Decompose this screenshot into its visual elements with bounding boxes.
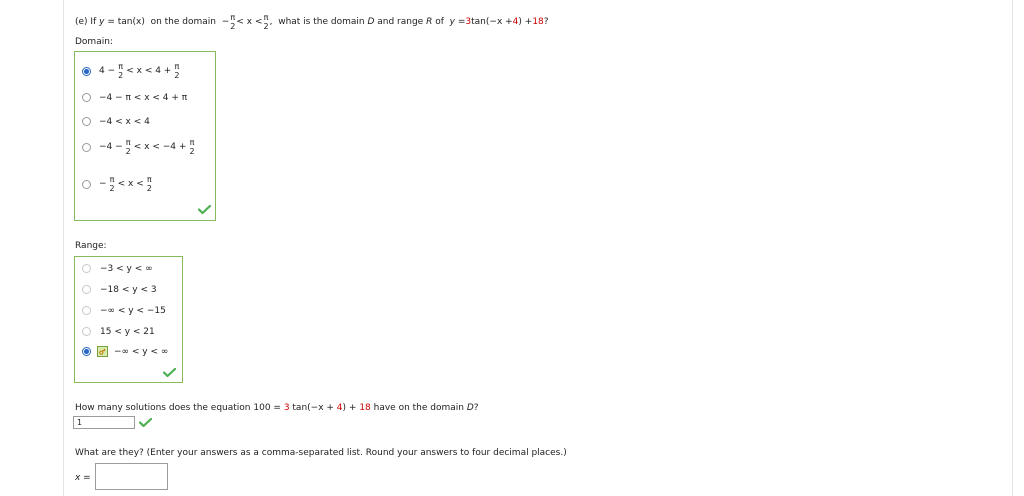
- checkmark-icon: [163, 368, 176, 377]
- option-text: −18 < y < 3: [100, 284, 157, 295]
- question-eq: =: [457, 17, 466, 27]
- solutions-text: ) +: [342, 403, 360, 413]
- solutions-coef: 3: [283, 403, 290, 413]
- question-inequality: < x <: [236, 17, 263, 27]
- question-mark: ?: [543, 17, 549, 27]
- option-text: < x <: [117, 179, 144, 189]
- option-text: −: [99, 179, 107, 189]
- solutions-text: ?: [473, 403, 479, 413]
- list-question: What are they? (Enter your answers as a comma-separated list. Round your answers to four decimal places.): [75, 448, 567, 458]
- pi-over-2: π 2: [146, 175, 152, 193]
- domain-heading: Domain:: [75, 37, 113, 47]
- key-icon[interactable]: [97, 346, 108, 357]
- option-text: −4 < x < 4: [99, 116, 150, 127]
- question-tan: tan(−x +: [471, 17, 513, 27]
- range-answer-box: [74, 256, 183, 383]
- question-var-y2: y: [449, 17, 455, 27]
- solutions-question: [75, 403, 479, 413]
- radio-button[interactable]: [82, 264, 91, 273]
- question-function: = tan(x): [107, 17, 145, 27]
- radio-button[interactable]: [82, 180, 91, 189]
- domain-option-2[interactable]: [82, 92, 187, 103]
- domain-option-4[interactable]: [82, 137, 196, 157]
- question-R: R: [426, 17, 433, 27]
- solutions-count-input[interactable]: 1: [73, 416, 135, 429]
- radio-button[interactable]: [82, 347, 91, 356]
- pi-over-2: π 2: [189, 138, 195, 156]
- pi-over-2: π 2: [118, 62, 124, 80]
- checkmark-icon: [139, 418, 152, 427]
- pi-over-2: π 2: [230, 13, 236, 31]
- solutions-const: 18: [359, 403, 371, 413]
- question-domain-word: on the domain: [150, 17, 216, 27]
- domain-option-3[interactable]: [82, 116, 150, 127]
- question-var-y: y: [99, 17, 105, 27]
- question-of: of: [435, 17, 444, 27]
- option-text: 15 < y < 21: [100, 326, 155, 337]
- x-answer-input[interactable]: [95, 463, 168, 490]
- solutions-text: have on the domain: [370, 403, 467, 413]
- domain-option-5[interactable]: [82, 174, 153, 194]
- question-minus: −: [221, 17, 230, 27]
- question-ask: what is the domain: [278, 17, 365, 27]
- solutions-text: How many solutions does the equation 100 =: [75, 403, 284, 413]
- solutions-text: tan(−x +: [289, 403, 337, 413]
- question-comma: ,: [269, 17, 273, 27]
- option-text: −∞ < y < −15: [100, 305, 166, 316]
- pi-over-2: π 2: [109, 175, 115, 193]
- question-plus: ) +: [518, 17, 533, 27]
- question-text: [75, 10, 549, 34]
- radio-button[interactable]: [82, 327, 91, 336]
- range-option-1[interactable]: [82, 263, 153, 274]
- checkmark-icon: [198, 205, 211, 214]
- radio-button[interactable]: [82, 117, 91, 126]
- option-text: < x < 4 +: [126, 66, 172, 76]
- question-and-range: and range: [377, 17, 424, 27]
- option-text: −∞ < y < ∞: [114, 346, 169, 357]
- question-shift: 4: [512, 17, 519, 27]
- radio-button[interactable]: [82, 306, 91, 315]
- radio-button[interactable]: [82, 285, 91, 294]
- question-label: (e) If: [75, 17, 97, 27]
- radio-button[interactable]: [82, 93, 91, 102]
- range-option-2[interactable]: [82, 284, 157, 295]
- x-label: x =: [75, 473, 91, 483]
- option-text: −4 − π < x < 4 + π: [99, 92, 188, 103]
- option-text: −4 −: [99, 142, 123, 152]
- range-heading: Range:: [75, 241, 107, 251]
- question-const: 18: [532, 17, 544, 27]
- radio-button[interactable]: [82, 143, 91, 152]
- domain-option-1[interactable]: [82, 61, 180, 81]
- question-D: D: [367, 17, 375, 27]
- radio-button[interactable]: [82, 67, 91, 76]
- option-text: −3 < y < ∞: [100, 263, 153, 274]
- pi-over-2: π 2: [125, 138, 131, 156]
- range-option-4[interactable]: [82, 326, 155, 337]
- question-coef: 3: [465, 17, 472, 27]
- range-option-3[interactable]: [82, 305, 166, 316]
- pi-over-2: π 2: [174, 62, 180, 80]
- pi-over-2: π 2: [263, 13, 269, 31]
- range-option-5[interactable]: [82, 345, 168, 358]
- solutions-D: D: [466, 403, 474, 413]
- solutions-shift: 4: [336, 403, 343, 413]
- option-text: < x < −4 +: [133, 142, 187, 152]
- option-text: 4 −: [99, 66, 116, 76]
